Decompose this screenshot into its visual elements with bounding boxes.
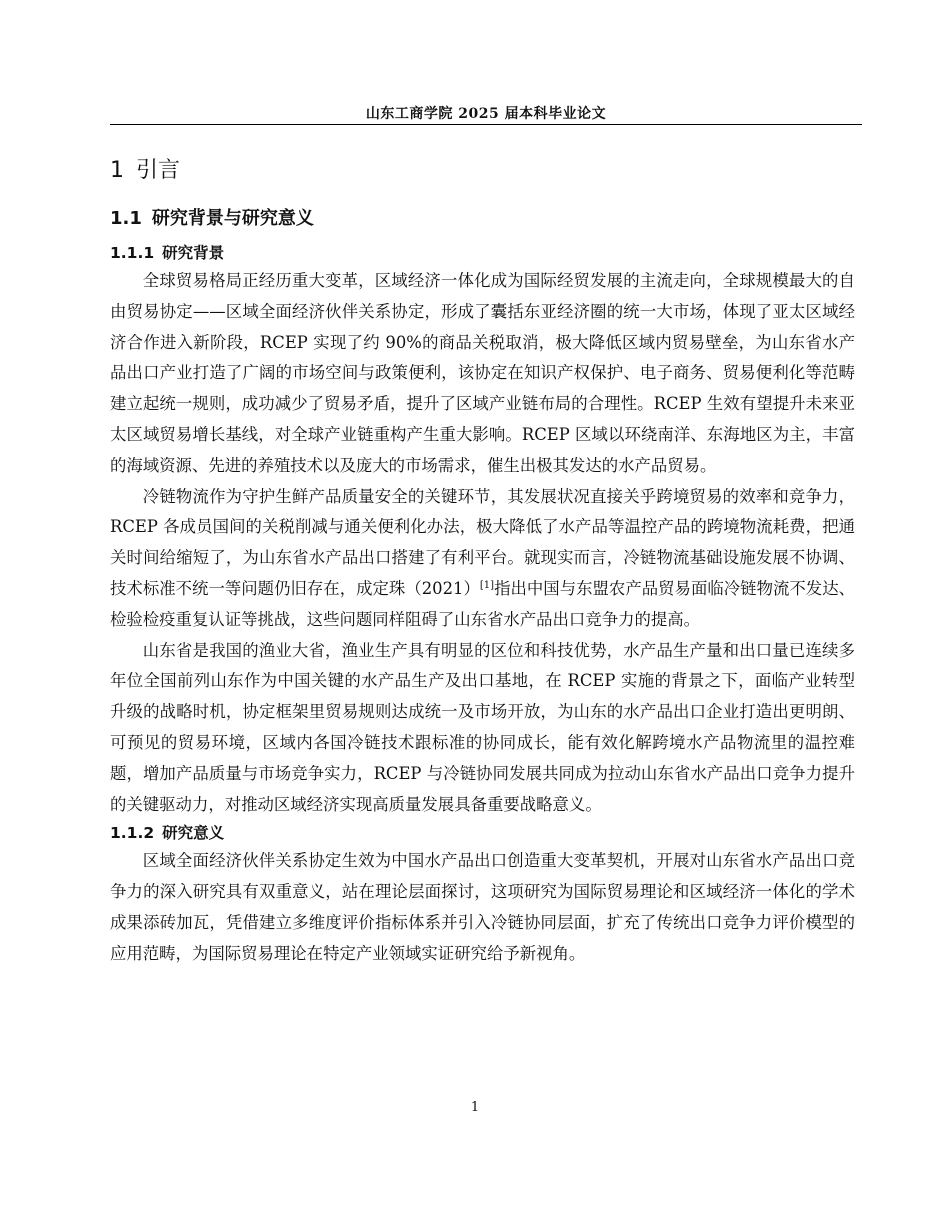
header-rule bbox=[110, 124, 862, 125]
subsection-title: 研究意义 bbox=[162, 824, 225, 843]
subsection-number: 1.1.2 bbox=[110, 824, 155, 843]
body-paragraph: 山东省是我国的渔业大省，渔业生产具有明显的区位和科技优势，水产品生产量和出口量已连续多年位全国前列山东作为中国关键的水产品生产及出口基地，在 RCEP 实施的背景之下，面临产业转型升级的战略时机，协定框架里贸易规则达成统一及市场开放，为山东的水产品出口企业打造出更明朗、可预见的贸易环境，区域内各国冷链技术跟标准的协同成长，能有效化解跨境水产品物流里的温控难题，增加产品质量与市场竞争实力，RCEP 与冷链协同发展共同成为拉动山东省水产品出口竞争力提升的关键驱动力，对推动区域经济实现高质量发展具备重要战略意义。 bbox=[110, 640, 855, 814]
body-paragraph: 全球贸易格局正经历重大变革，区域经济一体化成为国际经贸发展的主流走向，全球规模最大的自由贸易协定——区域全面经济伙伴关系协定，形成了囊括东亚经济圈的统一大市场，体现了亚太区域经济合作进入新阶段，RCEP 实现了约 90%的商品关税取消，极大降低区域内贸易壁垒，为山东省水产品出口产业打造了广阔的市场空间与政策便利，该协定在知识产权保护、电子商务、贸易便利化等范畴建立起统一规则，成功减少了贸易矛盾，提升了区域产业链布局的合理性。RCEP 生效有望提升未来亚太区域贸易增长基线，对全球产业链重构产生重大影响。RCEP 区域以环绕南洋、东海地区为主，丰富的海域资源、先进的养殖技术以及庞大的市场需求，催生出极其发达的水产品贸易。 bbox=[110, 271, 855, 475]
page-content bbox=[110, 152, 855, 970]
subsection-title: 研究背景 bbox=[162, 244, 225, 262]
section-number: 1.1 bbox=[110, 208, 142, 229]
chapter-number: 1 bbox=[110, 158, 124, 183]
body-paragraph: 区域全面经济伙伴关系协定生效为中国水产品出口创造重大变革契机，开展对山东省水产品出口竞争力的深入研究具有双重意义，站在理论层面探讨，这项研究为国际贸易理论和区域经济一体化的学术成果添砖加瓦，凭借建立多维度评价指标体系并引入冷链协同层面，扩充了传统出口竞争力评价模型的应用范畴，为国际贸易理论在特定产业领域实证研究给予新视角。 bbox=[110, 851, 855, 963]
body-paragraph-coldchain bbox=[110, 482, 855, 636]
subsection-heading-background bbox=[110, 240, 855, 266]
chapter-heading bbox=[110, 152, 855, 190]
citation-link[interactable]: [1] bbox=[479, 579, 495, 591]
page-number: 1 bbox=[470, 1100, 480, 1115]
chapter-title: 引言 bbox=[136, 158, 181, 183]
paragraph-text: 冷链物流作为守护生鲜产品质量安全的关键环节，其发展状况直接关乎跨境贸易的效率和竞争力，RCEP 各成员国间的关税削减与通关便利化办法，极大降低了水产品等温控产品的跨境物流耗费，把通关时间给缩短了，为山东省水产品出口搭建了有利平台。就现实而言，冷链物流基础设施发展不协调、技术标准不统一等问题仍旧存在，成定珠（2021） bbox=[110, 486, 855, 598]
running-header: 山东工商学院 2025 届本科毕业论文 bbox=[365, 106, 607, 122]
paragraph-text: 指出中国与东盟农产品贸易面临冷链物流不发达、检验检疫重复认证等挑战，这些问题同样阻碍了山东省水产品出口竞争力的提高。 bbox=[110, 578, 855, 629]
section-title: 研究背景与研究意义 bbox=[151, 208, 314, 229]
subsection-heading-significance bbox=[110, 820, 855, 846]
section-heading bbox=[110, 204, 855, 234]
subsection-number: 1.1.1 bbox=[110, 244, 155, 262]
